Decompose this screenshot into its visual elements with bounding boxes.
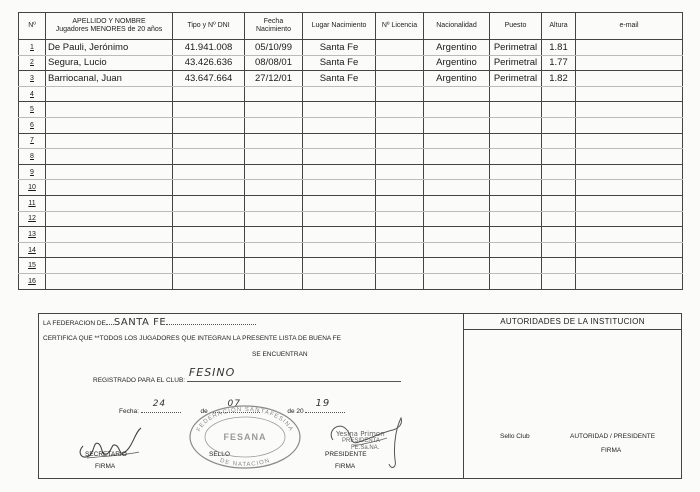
player-birth-place — [303, 273, 376, 289]
player-name — [46, 117, 173, 133]
player-dni: 41.941.008 — [173, 40, 245, 56]
player-height: 1.77 — [542, 55, 576, 71]
row-number: 7 — [19, 133, 46, 149]
header-name-line1: APELLIDO Y NOMBRE — [72, 18, 146, 25]
player-height — [542, 149, 576, 165]
player-license — [376, 117, 424, 133]
federation-seal — [187, 404, 303, 470]
seal-ring-top: FEDERACION SANTAFESINA — [196, 406, 294, 433]
player-position — [490, 86, 542, 102]
row-number: 3 — [19, 71, 46, 87]
player-position — [490, 273, 542, 289]
player-license — [376, 71, 424, 87]
row-number: 14 — [19, 242, 46, 258]
player-position — [490, 242, 542, 258]
table-row — [19, 71, 683, 87]
player-position — [490, 133, 542, 149]
table-row — [19, 227, 683, 243]
header-name — [46, 13, 173, 40]
table-row — [19, 86, 683, 102]
player-email — [576, 273, 683, 289]
authority-president-label: AUTORIDAD / PRESIDENTE — [570, 433, 656, 440]
player-position — [490, 195, 542, 211]
player-name — [46, 195, 173, 211]
secretary-firma-label: FIRMA — [95, 463, 116, 470]
player-nationality — [424, 149, 490, 165]
player-birth-date — [245, 273, 303, 289]
player-dni — [173, 227, 245, 243]
seal-label: SELLO — [209, 451, 230, 458]
player-birth-place — [303, 86, 376, 102]
player-position — [490, 258, 542, 274]
player-height — [542, 242, 576, 258]
player-height — [542, 273, 576, 289]
header-place: Lugar Nacimiento — [303, 13, 376, 40]
header-email: e-mail — [576, 13, 683, 40]
row-number: 9 — [19, 164, 46, 180]
table-row — [19, 242, 683, 258]
player-position: Perimetral — [490, 40, 542, 56]
player-nationality — [424, 258, 490, 274]
stamp-name: Yesina Primon — [336, 430, 385, 438]
player-position — [490, 180, 542, 196]
row-number: 5 — [19, 102, 46, 118]
player-birth-place — [303, 149, 376, 165]
player-height — [542, 258, 576, 274]
player-nationality — [424, 117, 490, 133]
player-email — [576, 149, 683, 165]
date-de-2: de 20 — [287, 408, 304, 415]
row-number: 6 — [19, 117, 46, 133]
president-label: PRESIDENTE — [325, 451, 367, 458]
player-name — [46, 180, 173, 196]
player-email — [576, 227, 683, 243]
player-birth-place — [303, 227, 376, 243]
player-license — [376, 55, 424, 71]
player-nationality — [424, 195, 490, 211]
player-birth-date — [245, 211, 303, 227]
table-row — [19, 211, 683, 227]
authority-section — [464, 314, 681, 478]
player-license — [376, 149, 424, 165]
player-dni — [173, 242, 245, 258]
player-birth-date: 08/08/01 — [245, 55, 303, 71]
player-dni — [173, 258, 245, 274]
date-day: 24 — [152, 399, 167, 409]
table-row — [19, 102, 683, 118]
svg-text:FEDERACION SANTAFESINA — [196, 407, 294, 433]
player-dni — [173, 273, 245, 289]
player-email — [576, 71, 683, 87]
player-license — [376, 211, 424, 227]
player-height — [542, 180, 576, 196]
player-birth-date — [245, 164, 303, 180]
player-name — [46, 211, 173, 227]
player-dni — [173, 117, 245, 133]
player-nationality — [424, 102, 490, 118]
federation-value: SANTA FE — [113, 317, 167, 328]
player-position: Perimetral — [490, 55, 542, 71]
club-value: FESINO — [188, 366, 236, 379]
certify-line: CERTIFICA QUE **TODOS LOS JUGADORES QUE INTEGRAN LA PRESENTE LISTA DE BUENA FE — [43, 335, 341, 342]
player-nationality — [424, 273, 490, 289]
player-name — [46, 133, 173, 149]
row-number: 2 — [19, 55, 46, 71]
player-license — [376, 86, 424, 102]
player-position — [490, 117, 542, 133]
player-height: 1.81 — [542, 40, 576, 56]
player-birth-date — [245, 102, 303, 118]
header-name-line2: Jugadores MENORES de 20 años — [55, 26, 163, 33]
player-name: Barriocanal, Juan — [46, 71, 173, 87]
table-body — [19, 40, 683, 290]
authority-title: AUTORIDADES DE LA INSTITUCION — [464, 314, 681, 330]
player-name — [46, 258, 173, 274]
player-name — [46, 149, 173, 165]
player-name — [46, 164, 173, 180]
stamp-role: PRESIDENTA — [342, 438, 380, 444]
row-number: 11 — [19, 195, 46, 211]
table-row — [19, 195, 683, 211]
player-position — [490, 211, 542, 227]
player-nationality — [424, 180, 490, 196]
player-birth-place — [303, 133, 376, 149]
player-birth-date — [245, 180, 303, 196]
player-position: Perimetral — [490, 71, 542, 87]
header-license: Nº Licencia — [376, 13, 424, 40]
player-birth-date — [245, 86, 303, 102]
authority-firma-label: FIRMA — [601, 447, 622, 454]
player-nationality: Argentino — [424, 40, 490, 56]
table-row — [19, 55, 683, 71]
player-dni: 43.426.636 — [173, 55, 245, 71]
federation-label: LA FEDERACION DE — [43, 320, 106, 327]
player-birth-place: Santa Fe — [303, 71, 376, 87]
row-number: 8 — [19, 149, 46, 165]
secretary-label: SECRETARIO — [85, 451, 127, 458]
player-position — [490, 227, 542, 243]
player-birth-date — [245, 149, 303, 165]
player-email — [576, 164, 683, 180]
player-birth-place — [303, 164, 376, 180]
player-height — [542, 195, 576, 211]
player-nationality — [424, 133, 490, 149]
table-row — [19, 164, 683, 180]
player-name — [46, 242, 173, 258]
club-seal-label: Sello Club — [500, 433, 530, 440]
federation-line — [43, 317, 256, 328]
player-height — [542, 211, 576, 227]
player-dni — [173, 133, 245, 149]
table-row — [19, 133, 683, 149]
player-email — [576, 242, 683, 258]
player-height — [542, 86, 576, 102]
found-line: SE ENCUENTRAN — [252, 351, 308, 358]
player-email — [576, 117, 683, 133]
player-position — [490, 164, 542, 180]
player-birth-place: Santa Fe — [303, 55, 376, 71]
player-license — [376, 40, 424, 56]
player-birth-date: 27/12/01 — [245, 71, 303, 87]
player-height: 1.82 — [542, 71, 576, 87]
player-dni — [173, 211, 245, 227]
player-birth-date — [245, 258, 303, 274]
player-birth-date — [245, 133, 303, 149]
player-nationality — [424, 164, 490, 180]
player-name: Segura, Lucio — [46, 55, 173, 71]
stamp-org: FE.Sa.NA. — [351, 445, 380, 451]
player-dni — [173, 149, 245, 165]
player-email — [576, 211, 683, 227]
player-license — [376, 195, 424, 211]
seal-center: FESANA — [223, 432, 267, 442]
player-birth-place — [303, 117, 376, 133]
date-month: 07 — [227, 399, 241, 409]
player-height — [542, 227, 576, 243]
player-license — [376, 273, 424, 289]
player-nationality: Argentino — [424, 71, 490, 87]
table-row — [19, 180, 683, 196]
player-nationality — [424, 242, 490, 258]
player-birth-date: 05/10/99 — [245, 40, 303, 56]
player-birth-place — [303, 102, 376, 118]
header-date — [245, 13, 303, 40]
player-birth-place — [303, 180, 376, 196]
player-license — [376, 180, 424, 196]
table-row — [19, 117, 683, 133]
player-dni — [173, 86, 245, 102]
date-de-1: de — [200, 408, 208, 415]
registered-label: REGISTRADO PARA EL CLUB: — [93, 377, 186, 384]
player-position — [490, 102, 542, 118]
player-license — [376, 242, 424, 258]
player-license — [376, 133, 424, 149]
header-dni: Tipo y Nº DNI — [173, 13, 245, 40]
player-dni — [173, 180, 245, 196]
player-birth-place — [303, 258, 376, 274]
table-row — [19, 149, 683, 165]
player-birth-place — [303, 242, 376, 258]
row-number: 16 — [19, 273, 46, 289]
header-nationality: Nacionalidad — [424, 13, 490, 40]
player-birth-place: Santa Fe — [303, 40, 376, 56]
player-birth-date — [245, 117, 303, 133]
player-email — [576, 133, 683, 149]
player-birth-date — [245, 242, 303, 258]
player-email — [576, 258, 683, 274]
row-number: 10 — [19, 180, 46, 196]
table-header-row — [19, 13, 683, 40]
player-name — [46, 273, 173, 289]
player-position — [490, 149, 542, 165]
players-table — [18, 12, 683, 290]
player-email — [576, 195, 683, 211]
player-height — [542, 133, 576, 149]
federation-certification — [39, 314, 464, 478]
player-birth-date — [245, 227, 303, 243]
date-year: 19 — [315, 398, 331, 409]
player-nationality — [424, 86, 490, 102]
header-num: Nº — [19, 13, 46, 40]
row-number: 12 — [19, 211, 46, 227]
player-dni — [173, 102, 245, 118]
player-name — [46, 102, 173, 118]
player-name — [46, 227, 173, 243]
row-number: 4 — [19, 86, 46, 102]
player-dni: 43.647.664 — [173, 71, 245, 87]
player-license — [376, 102, 424, 118]
row-number: 15 — [19, 258, 46, 274]
player-license — [376, 227, 424, 243]
table-row — [19, 258, 683, 274]
player-dni — [173, 164, 245, 180]
player-email — [576, 102, 683, 118]
player-license — [376, 258, 424, 274]
player-height — [542, 102, 576, 118]
player-email — [576, 180, 683, 196]
header-date-line1: Fecha — [263, 18, 284, 25]
player-dni — [173, 195, 245, 211]
certification-block — [38, 313, 682, 479]
player-birth-place — [303, 211, 376, 227]
player-nationality — [424, 211, 490, 227]
president-signature — [323, 412, 413, 472]
player-name: De Pauli, Jerónimo — [46, 40, 173, 56]
player-name — [46, 86, 173, 102]
row-number: 1 — [19, 40, 46, 56]
seal-ring-bottom: DE NATACION — [218, 457, 272, 469]
header-date-line2: Nacimiento — [255, 26, 291, 33]
player-email — [576, 55, 683, 71]
player-birth-date — [245, 195, 303, 211]
president-firma-label: FIRMA — [335, 463, 356, 470]
player-nationality — [424, 227, 490, 243]
registered-line — [93, 366, 401, 384]
player-height — [542, 117, 576, 133]
table-row — [19, 273, 683, 289]
header-height: Altura — [542, 13, 576, 40]
row-number: 13 — [19, 227, 46, 243]
player-height — [542, 164, 576, 180]
table-row — [19, 40, 683, 56]
player-nationality: Argentino — [424, 55, 490, 71]
header-position: Puesto — [490, 13, 542, 40]
date-label: Fecha: — [119, 408, 139, 415]
player-email — [576, 86, 683, 102]
player-license — [376, 164, 424, 180]
player-email — [576, 40, 683, 56]
player-birth-place — [303, 195, 376, 211]
